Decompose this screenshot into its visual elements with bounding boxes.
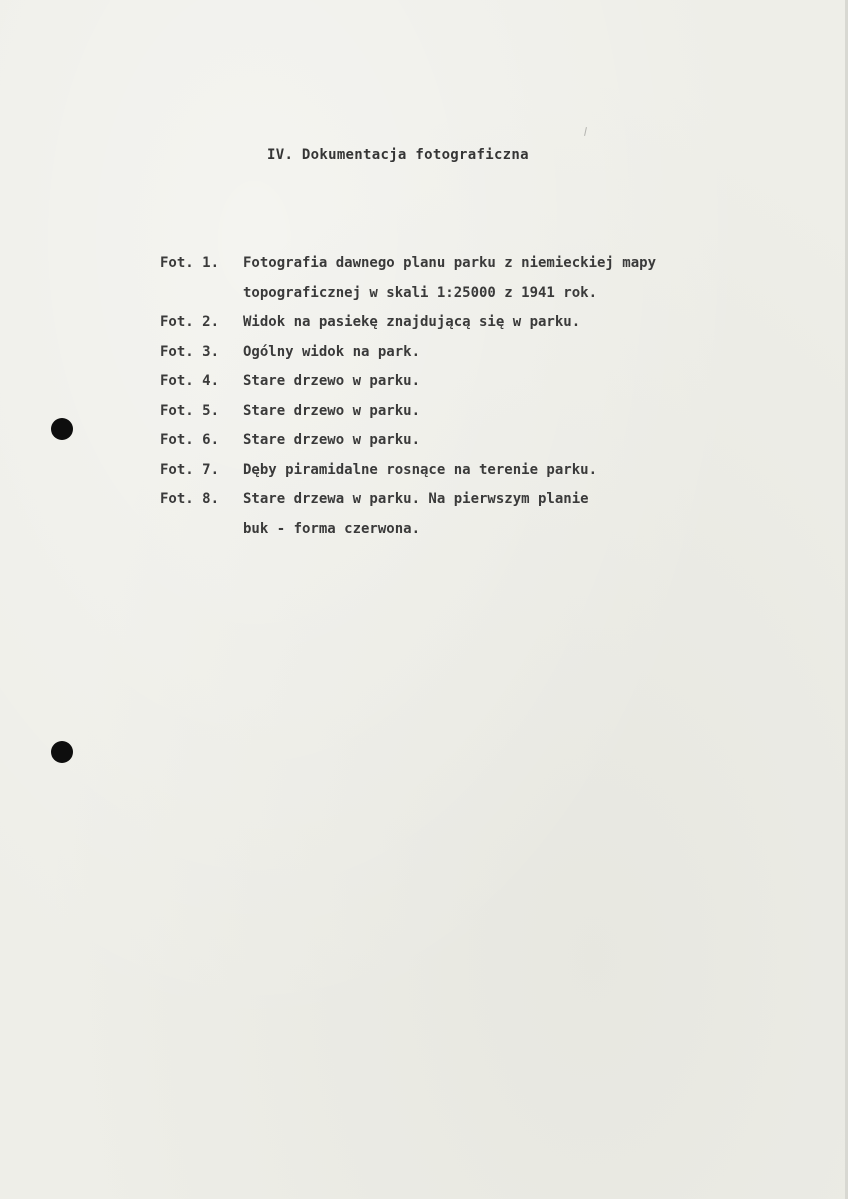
photo-list	[160, 249, 820, 544]
photo-number: Fot. 1.	[160, 255, 220, 271]
paper-mark	[584, 127, 587, 136]
photo-number: Fot. 8.	[160, 491, 220, 507]
photo-entry	[160, 485, 820, 544]
photo-caption	[243, 338, 820, 368]
caption-line: topograficznej w skali 1:25000 z 1941 rok.	[243, 284, 598, 301]
caption-line: Stare drzewa w parku. Na pierwszym planie	[243, 491, 589, 507]
caption-line: Stare drzewo w parku.	[243, 402, 421, 419]
photo-number: Fot. 5.	[160, 402, 220, 419]
photo-caption	[243, 367, 820, 397]
photo-number: Fot. 4.	[160, 373, 220, 389]
photo-entry	[160, 338, 820, 368]
binder-hole	[51, 418, 73, 440]
caption-line: Widok na pasiekę znajdującą się w parku.	[243, 314, 581, 330]
photo-entry	[160, 308, 820, 338]
caption-line: buk - forma czerwona.	[243, 520, 421, 537]
photo-number: Fot. 7.	[160, 461, 220, 478]
caption-line: Stare drzewo w parku.	[243, 373, 421, 389]
photo-number: Fot. 3.	[160, 343, 220, 360]
caption-line: Dęby piramidalne rosnące na terenie parku.	[243, 461, 598, 478]
caption-line: Fotografia dawnego planu parku z niemieckiej mapy	[243, 255, 657, 271]
photo-caption	[243, 308, 820, 338]
photo-caption	[243, 456, 820, 486]
photo-number: Fot. 6.	[160, 432, 220, 448]
photo-caption	[243, 485, 820, 544]
section-heading: IV. Dokumentacja fotograficzna	[267, 147, 529, 163]
photo-entry	[160, 456, 820, 486]
photo-entry	[160, 426, 820, 456]
photo-entry	[160, 367, 820, 397]
photo-caption	[243, 397, 820, 427]
photo-entry	[160, 249, 820, 308]
binder-hole	[51, 741, 73, 763]
photo-caption	[243, 249, 820, 308]
caption-line: Ogólny widok na park.	[243, 343, 421, 360]
photo-caption	[243, 426, 820, 456]
photo-number: Fot. 2.	[160, 314, 220, 330]
caption-line: Stare drzewo w parku.	[243, 432, 421, 448]
photo-entry	[160, 397, 820, 427]
